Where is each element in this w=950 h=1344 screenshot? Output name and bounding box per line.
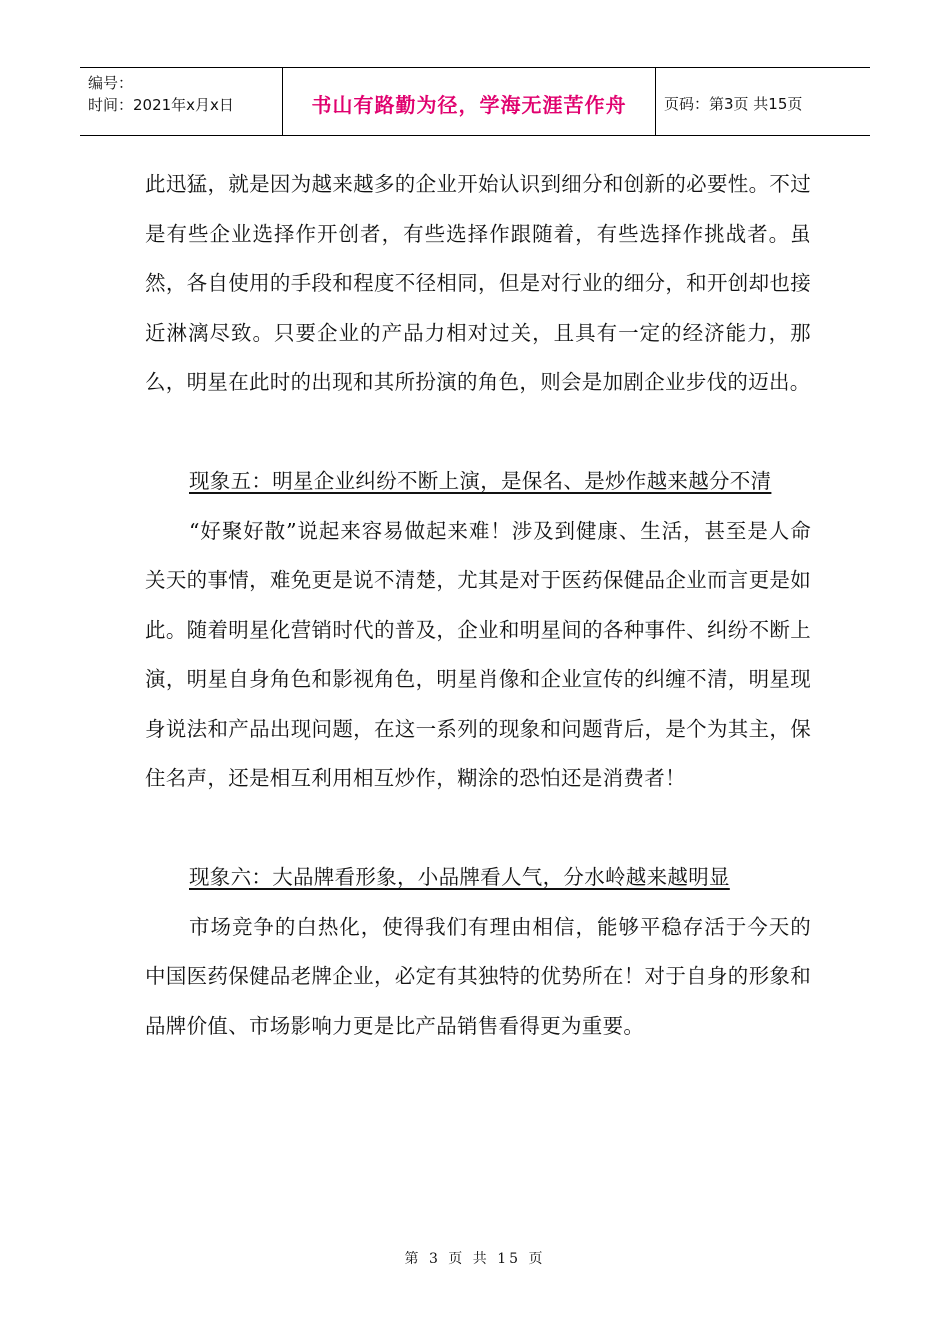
header-table	[80, 67, 870, 136]
paragraph-gap	[145, 408, 811, 458]
document-number-label: 编号：	[88, 74, 134, 92]
section-heading-phenomenon-6: 现象六：大品牌看形象，小品牌看人气，分水岭越来越明显	[189, 865, 730, 889]
header-motto: 书山有路勤为径，学海无涯苦作舟	[311, 93, 627, 117]
document-date-label: 时间：2021年x月x日	[88, 96, 234, 114]
paragraph-phenomenon-5: “好聚好散”说起来容易做起来难！涉及到健康、生活，甚至是人命关天的事情，难免更是说不清楚，尤其是对于医药保健品企业而言更是如此。随着明星化营销时代的普及，企业和明星间的各种事件、纠纷不断上演，明星自身角色和影视角色，明星肖像和企业宣传的纠缠不清，明星现身说法和产品出现问题，在这一系列的现象和问题背后，是个为其主，保住名声，还是相互利用相互炒作，糊涂的恐怕还是消费者！	[145, 518, 811, 790]
paragraph-gap	[145, 804, 811, 854]
header-motto-cell	[283, 68, 656, 135]
paragraph-continuation: 此迅猛，就是因为越来越多的企业开始认识到细分和创新的必要性。不过是有些企业选择作开创者，有些选择作跟随着，有些选择作挑战者。虽然，各自使用的手段和程度不径相同，但是对行业的细分，和开创却也接近淋漓尽致。只要企业的产品力相对过关，且具有一定的经济能力，那么，明星在此时的出现和其所扮演的角色，则会是加剧企业步伐的迈出。	[145, 172, 811, 394]
header-page-info: 页码：第3页 共15页	[664, 95, 803, 113]
header-meta-cell	[80, 68, 283, 135]
paragraph-phenomenon-6: 市场竞争的白热化，使得我们有理由相信，能够平稳存活于今天的中国医药保健品老牌企业，必定有其独特的优势所在！对于自身的形象和品牌价值、市场影响力更是比产品销售看得更为重要。	[145, 914, 811, 1038]
section-heading-phenomenon-5: 现象五：明星企业纠纷不断上演，是保名、是炒作越来越分不清	[189, 469, 772, 493]
header-page-cell	[656, 68, 870, 135]
page-footer: 第 3 页 共 15 页	[404, 1251, 546, 1267]
document-body	[145, 160, 811, 1051]
